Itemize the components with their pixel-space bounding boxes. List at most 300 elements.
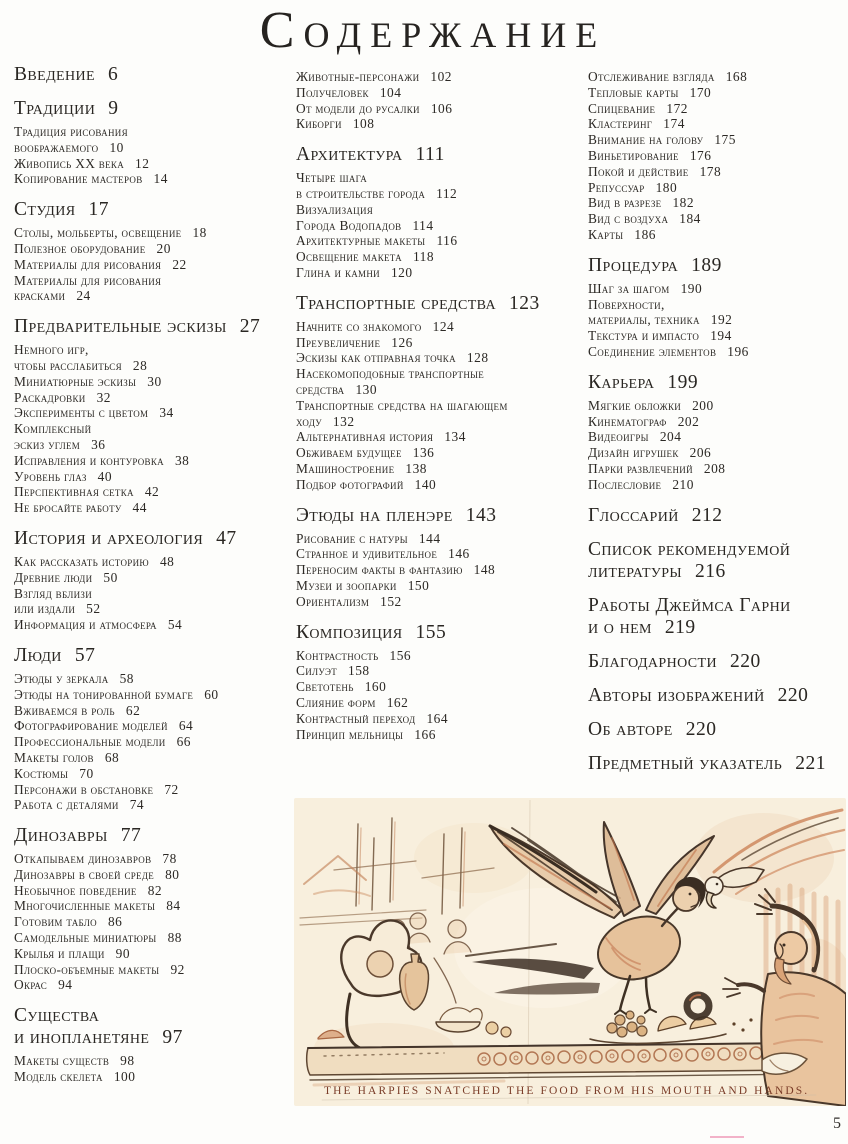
toc-entry-line	[14, 914, 290, 930]
section-page-number: 220	[685, 718, 717, 740]
toc-entry-text: Модель скелета	[14, 1069, 103, 1085]
section-heading-text: литературы	[588, 560, 683, 582]
toc-entry-text: Материалы для рисования	[14, 272, 162, 288]
toc-entry-page-number: 114	[412, 217, 434, 233]
toc-entry-line	[588, 398, 844, 414]
toc-entry-page-number: 126	[391, 334, 413, 350]
toc-entry-text: Контрастный переход	[296, 710, 416, 726]
toc-entry-text: Получеловек	[296, 84, 369, 100]
toc-entry-text: Преувеличение	[296, 334, 381, 350]
toc-entry-page-number: 116	[436, 233, 458, 249]
toc-entry-text: Миниатюрные эскизы	[14, 373, 137, 389]
toc-entry-line	[588, 281, 844, 297]
toc-entry-text: Персонажи в обстановке	[14, 781, 154, 797]
toc-entry-line	[588, 211, 844, 227]
toc-entry-line	[14, 782, 290, 798]
toc-entry-line	[14, 930, 290, 946]
toc-entry-page-number: 48	[159, 553, 175, 569]
section-heading	[14, 645, 290, 667]
toc-entry-text: Традиция рисования	[14, 124, 128, 139]
toc-entry-page-number: 86	[107, 914, 123, 930]
toc-entry-page-number: 164	[426, 710, 449, 726]
toc-entry-page-number: 202	[677, 413, 700, 429]
section-heading-line	[296, 144, 580, 166]
toc-entry-line	[14, 766, 290, 782]
toc-entry-text: Полезное оборудование	[14, 240, 146, 256]
toc-entry-text: Материалы для рисования	[14, 256, 162, 272]
section-heading	[14, 199, 290, 221]
section-page-number: 9	[108, 98, 119, 119]
toc-section	[14, 98, 290, 187]
section-heading-line	[588, 651, 844, 673]
toc-entry	[588, 445, 844, 461]
toc-entry-text: Комплексный	[14, 421, 92, 437]
toc-entry-page-number: 196	[727, 343, 749, 359]
toc-entry-text: Животные-персонажи	[296, 69, 420, 84]
toc-entry	[14, 554, 290, 570]
toc-entry-line	[588, 101, 844, 117]
toc-entry-page-number: 200	[692, 397, 714, 413]
toc-entry-line	[588, 116, 844, 132]
section-heading-text: Работы Джеймса Гарни	[588, 594, 791, 616]
section-page-number: 6	[107, 64, 119, 85]
section-heading	[296, 144, 580, 166]
toc-entry-text: Вживаемся в роль	[14, 702, 115, 718]
section-heading-line	[588, 753, 844, 775]
toc-entry	[14, 782, 290, 798]
toc-section	[588, 651, 844, 673]
toc-entry-line	[296, 233, 580, 249]
toc-entry-page-number: 90	[115, 945, 131, 961]
toc-entry-text: Окрас	[14, 977, 48, 993]
toc-entry	[588, 429, 844, 445]
toc-entry-page-number: 62	[125, 702, 141, 718]
toc-entry-page-number: 194	[710, 328, 732, 344]
toc-entry-line	[588, 312, 844, 328]
toc-entry-line	[296, 679, 580, 695]
toc-entry-line	[296, 350, 580, 366]
toc-entry	[296, 445, 580, 461]
toc-entry	[588, 328, 844, 344]
toc-entry	[296, 648, 580, 664]
toc-entry	[296, 578, 580, 594]
toc-section	[14, 199, 290, 304]
toc-entry-page-number: 120	[390, 264, 413, 280]
toc-entry-page-number: 68	[104, 749, 120, 765]
toc-section	[588, 372, 844, 493]
toc-entry-text: Киборги	[296, 116, 342, 132]
toc-entry-line	[588, 148, 844, 164]
toc-entry	[14, 342, 290, 374]
toc-entry-page-number: 58	[119, 670, 134, 686]
toc-entry-line	[296, 578, 580, 594]
pink-underline-mark	[710, 1136, 744, 1138]
toc-section	[14, 316, 290, 516]
section-heading-text: Этюды на пленэре	[296, 504, 453, 526]
section-heading	[588, 505, 844, 527]
section-heading-line	[588, 561, 844, 583]
toc-entry-text: или издали	[14, 601, 76, 617]
toc-entry-text: От модели до русалки	[296, 100, 420, 116]
toc-entry-text: Силуэт	[296, 663, 338, 679]
toc-entry-text: Профессиональные модели	[14, 734, 166, 750]
toc-entry-line	[14, 390, 290, 406]
toc-entry-page-number: 70	[79, 765, 94, 781]
page-title: Содержание	[259, 2, 607, 59]
toc-entry	[296, 319, 580, 335]
section-heading-text: Об авторе	[588, 718, 673, 740]
toc-entry	[14, 1069, 290, 1085]
toc-entry-text: Освещение макета	[296, 249, 402, 265]
illustration-caption: THE HARPIES SNATCHED THE FOOD FROM HIS MOUTH AND HANDS.	[324, 1085, 810, 1097]
toc-entry-text: Информация и атмосфера	[14, 617, 157, 633]
toc-entry-line	[14, 883, 290, 899]
toc-section	[588, 595, 844, 639]
toc-entry-line	[14, 601, 290, 617]
toc-entry	[14, 1053, 290, 1069]
toc-entry-line	[296, 429, 580, 445]
toc-entry-line	[588, 328, 844, 344]
toc-entry-text: Архитектурные макеты	[296, 233, 426, 249]
toc-entry-text: Многочисленные макеты	[14, 898, 156, 914]
section-heading-line	[588, 595, 844, 617]
toc-entry-text: Костюмы	[14, 765, 69, 781]
toc-entry	[296, 366, 580, 398]
toc-entry-text: Глина и камни	[296, 264, 380, 280]
toc-entry-line	[14, 171, 290, 187]
toc-entry-text: Начните со знакомого	[296, 318, 422, 334]
section-heading-text: Существа	[14, 1005, 100, 1027]
section-page-number: 97	[162, 1027, 183, 1049]
toc-entry-text: Странное и удивительное	[296, 546, 438, 562]
toc-entry	[588, 414, 844, 430]
toc-entry-line	[296, 445, 580, 461]
section-page-number: 216	[695, 560, 726, 582]
toc-entry-page-number: 66	[176, 734, 191, 750]
section-heading-line	[588, 617, 844, 639]
section-heading	[588, 595, 844, 639]
section-page-number: 189	[691, 254, 722, 276]
toc-entry	[14, 867, 290, 883]
toc-entry-text: Древние люди	[14, 569, 93, 585]
toc-entry-text: ходу	[296, 413, 322, 429]
toc-entry-page-number: 134	[444, 429, 466, 445]
toc-entry-line	[14, 288, 290, 304]
toc-entry	[296, 101, 580, 117]
toc-entry-page-number: 138	[405, 460, 427, 476]
section-heading-text: Композиция	[296, 621, 403, 643]
toc-entry	[14, 671, 290, 687]
toc-entry-line	[296, 218, 580, 234]
toc-entry-text: Послесловие	[588, 476, 662, 492]
toc-entry	[14, 124, 290, 156]
toc-entry-page-number: 175	[714, 132, 736, 148]
page-number: 5	[833, 1115, 841, 1132]
toc-entry-page-number: 64	[178, 718, 194, 734]
toc-entry-line	[14, 962, 290, 978]
toc-entry-line	[14, 1053, 290, 1069]
toc-entry-text: Подбор фотографий	[296, 476, 404, 492]
toc-entry-line	[14, 437, 290, 453]
toc-entry-line	[14, 225, 290, 241]
toc-entry-text: эскиз углем	[14, 436, 81, 452]
toc-entry-text: Принцип мельницы	[296, 726, 404, 742]
section-heading-text: Студия	[14, 199, 76, 221]
toc-entry-text: Рисование с натуры	[296, 530, 408, 546]
section-heading	[296, 622, 580, 644]
toc-entry	[588, 180, 844, 196]
toc-entry-line	[296, 562, 580, 578]
toc-entry-page-number: 104	[379, 84, 402, 100]
toc-entry	[588, 398, 844, 414]
toc-entry	[14, 734, 290, 750]
toc-entry	[588, 297, 844, 329]
toc-entry-text: Визуализация	[296, 201, 374, 217]
section-heading	[296, 505, 580, 527]
toc-entry-text: Эскизы как отправная точка	[296, 350, 456, 366]
toc-entry	[14, 914, 290, 930]
toc-entry-line	[14, 405, 290, 421]
toc-entry-page-number: 112	[436, 185, 458, 201]
toc-entry	[14, 703, 290, 719]
toc-entry-text: Вид в разрезе	[588, 195, 662, 211]
toc-section	[588, 719, 844, 741]
toc-entry-text: Спицевание	[588, 100, 656, 116]
toc-entry-text: Фотографирование моделей	[14, 718, 168, 734]
toc-entry-page-number: 12	[135, 155, 150, 171]
toc-entry	[14, 421, 290, 453]
toc-entry-page-number: 192	[710, 312, 733, 328]
toc-entry-page-number: 118	[412, 249, 435, 265]
section-heading-line	[588, 255, 844, 277]
toc-entry	[14, 962, 290, 978]
toc-entry	[588, 101, 844, 117]
toc-entry-line	[14, 374, 290, 390]
toc-entry-page-number: 32	[96, 389, 111, 405]
toc-column-1	[14, 64, 290, 1087]
section-heading	[14, 64, 290, 86]
section-heading-line	[296, 622, 580, 644]
toc-entry	[14, 930, 290, 946]
toc-entry	[14, 851, 290, 867]
toc-entry-text: воображаемого	[14, 139, 99, 155]
toc-entry-page-number: 60	[204, 686, 219, 702]
toc-entry-page-number: 80	[165, 866, 180, 882]
section-heading-text: Введение	[14, 64, 95, 85]
toc-entry-line	[14, 718, 290, 734]
toc-section	[296, 293, 580, 493]
toc-entry-page-number: 210	[672, 476, 694, 492]
toc-entry-line	[14, 750, 290, 766]
toc-entry	[296, 546, 580, 562]
toc-section	[588, 505, 844, 527]
toc-entry	[14, 687, 290, 703]
toc-entry-line	[14, 851, 290, 867]
toc-section	[296, 622, 580, 743]
toc-section-continued	[296, 64, 580, 132]
toc-entry-line	[14, 671, 290, 687]
toc-entry-line	[588, 414, 844, 430]
toc-entry-line	[14, 156, 290, 172]
toc-section	[14, 64, 290, 86]
toc-entry-text: Необычное поведение	[14, 882, 137, 898]
section-heading-text: Люди	[14, 644, 62, 666]
toc-entry	[296, 461, 580, 477]
toc-entry	[588, 132, 844, 148]
section-page-number: 17	[88, 199, 109, 221]
toc-entry-page-number: 130	[355, 381, 378, 397]
toc-entry	[14, 469, 290, 485]
toc-entry-line	[296, 546, 580, 562]
toc-entry-page-number: 182	[672, 195, 695, 211]
toc-entry-page-number: 74	[129, 797, 145, 813]
toc-entry	[14, 225, 290, 241]
toc-entry-text: Взгляд вблизи	[14, 585, 93, 601]
toc-entry-text: Уровень глаз	[14, 468, 87, 484]
section-heading-text: Архитектура	[296, 144, 403, 166]
section-heading	[588, 651, 844, 673]
toc-entry-line	[14, 977, 290, 993]
toc-entry	[14, 946, 290, 962]
toc-entry-page-number: 78	[162, 851, 177, 867]
toc-entry	[14, 156, 290, 172]
toc-entry-text: Тепловые карты	[588, 84, 679, 100]
toc-entry-text: Дизайн игрушек	[588, 445, 679, 461]
toc-entry-page-number: 170	[689, 84, 712, 100]
toc-section	[14, 1005, 290, 1085]
toc-section	[588, 753, 844, 775]
toc-entry	[296, 429, 580, 445]
toc-entry-text: Насекомоподобные транспортные	[296, 366, 485, 382]
section-heading-line	[14, 528, 290, 550]
section-heading-text: Список рекомендуемой	[588, 538, 791, 560]
toc-entry	[14, 405, 290, 421]
toc-entry	[296, 170, 580, 202]
toc-entry	[588, 85, 844, 101]
toc-entry-line	[14, 617, 290, 633]
toc-entry	[588, 477, 844, 493]
toc-entry	[296, 202, 580, 234]
toc-entry-text: Обживаем будущее	[296, 445, 402, 461]
toc-entry-line	[296, 319, 580, 335]
section-heading-line	[588, 372, 844, 394]
toc-entry	[588, 116, 844, 132]
toc-entry-page-number: 136	[412, 445, 435, 461]
toc-entry	[296, 249, 580, 265]
toc-entry-page-number: 144	[418, 530, 441, 546]
section-heading-line	[588, 685, 844, 707]
toc-entry	[14, 273, 290, 305]
toc-entry-line	[296, 711, 580, 727]
toc-entry-line	[14, 273, 290, 289]
toc-entry	[296, 85, 580, 101]
toc-entry-line	[14, 241, 290, 257]
toc-entry-line	[14, 257, 290, 273]
toc-entry-line	[296, 477, 580, 493]
section-heading-line	[14, 1027, 290, 1049]
toc-entry-line	[14, 421, 290, 437]
toc-entry	[14, 750, 290, 766]
section-heading	[14, 825, 290, 847]
section-heading-line	[14, 825, 290, 847]
toc-entry-text: материалы, техника	[588, 312, 700, 328]
toc-entry-text: Слияние форм	[296, 694, 376, 710]
toc-entry-page-number: 178	[699, 163, 722, 179]
toc-entry	[14, 453, 290, 469]
section-heading	[14, 1005, 290, 1049]
toc-entry-page-number: 184	[679, 211, 701, 227]
toc-entry	[296, 711, 580, 727]
toc-entry-text: чтобы расслабиться	[14, 357, 122, 373]
toc-entry	[14, 898, 290, 914]
section-page-number: 221	[795, 752, 826, 774]
toc-entry-text: Покой и действие	[588, 163, 689, 179]
toc-entry-text: Раскадровки	[14, 389, 86, 405]
toc-entry-page-number: 152	[380, 593, 402, 609]
toc-entry-page-number: 36	[91, 436, 106, 452]
toc-entry-line	[588, 477, 844, 493]
toc-entry-page-number: 52	[86, 601, 101, 617]
toc-entry	[296, 116, 580, 132]
toc-entry-line	[14, 734, 290, 750]
toc-entry-text: средства	[296, 381, 345, 397]
toc-entry-page-number: 168	[725, 69, 748, 84]
toc-entry-page-number: 100	[113, 1069, 136, 1085]
harpy-illustration	[294, 798, 846, 1106]
toc-entry-text: Текстура и импасто	[588, 328, 700, 344]
toc-entry-line	[588, 132, 844, 148]
toc-entry-line	[296, 85, 580, 101]
toc-entry-text: Карты	[588, 226, 624, 242]
toc-entry-page-number: 128	[466, 350, 489, 366]
toc-entry-text: Мягкие обложки	[588, 397, 682, 413]
toc-entry-line	[14, 797, 290, 813]
toc-entry-line	[14, 500, 290, 516]
toc-entry-line	[588, 461, 844, 477]
toc-entry-line	[14, 140, 290, 156]
toc-entry	[14, 570, 290, 586]
toc-entry-line	[296, 101, 580, 117]
toc-entry-line	[14, 867, 290, 883]
section-page-number: 111	[415, 144, 445, 166]
toc-entry-page-number: 50	[103, 569, 118, 585]
toc-entry-text: Четыре шага	[296, 170, 367, 186]
toc-entry	[14, 484, 290, 500]
toc-entry	[296, 663, 580, 679]
toc-entry-page-number: 140	[414, 476, 437, 492]
toc-entry-text: Не бросайте работу	[14, 500, 122, 516]
section-heading-text: Авторы изображений	[588, 684, 765, 706]
toc-entry-page-number: 208	[703, 460, 726, 476]
toc-entry-line	[588, 195, 844, 211]
toc-section	[14, 528, 290, 633]
toc-entry-page-number: 94	[58, 977, 73, 993]
toc-entry-text: Живопись XX века	[14, 155, 125, 171]
section-heading	[588, 539, 844, 583]
section-heading	[14, 528, 290, 550]
toc-entry-line	[296, 382, 580, 398]
toc-entry-text: Исправления и контуровка	[14, 452, 164, 468]
toc-entry-text: Парки развлечений	[588, 460, 693, 476]
section-heading-text: Благодарности	[588, 650, 717, 672]
section-heading	[14, 316, 290, 338]
toc-entry	[588, 148, 844, 164]
toc-entry-page-number: 148	[473, 562, 496, 578]
toc-entry-page-number: 84	[166, 898, 181, 914]
toc-entry-line	[14, 469, 290, 485]
toc-entry	[296, 727, 580, 743]
toc-entry	[296, 477, 580, 493]
